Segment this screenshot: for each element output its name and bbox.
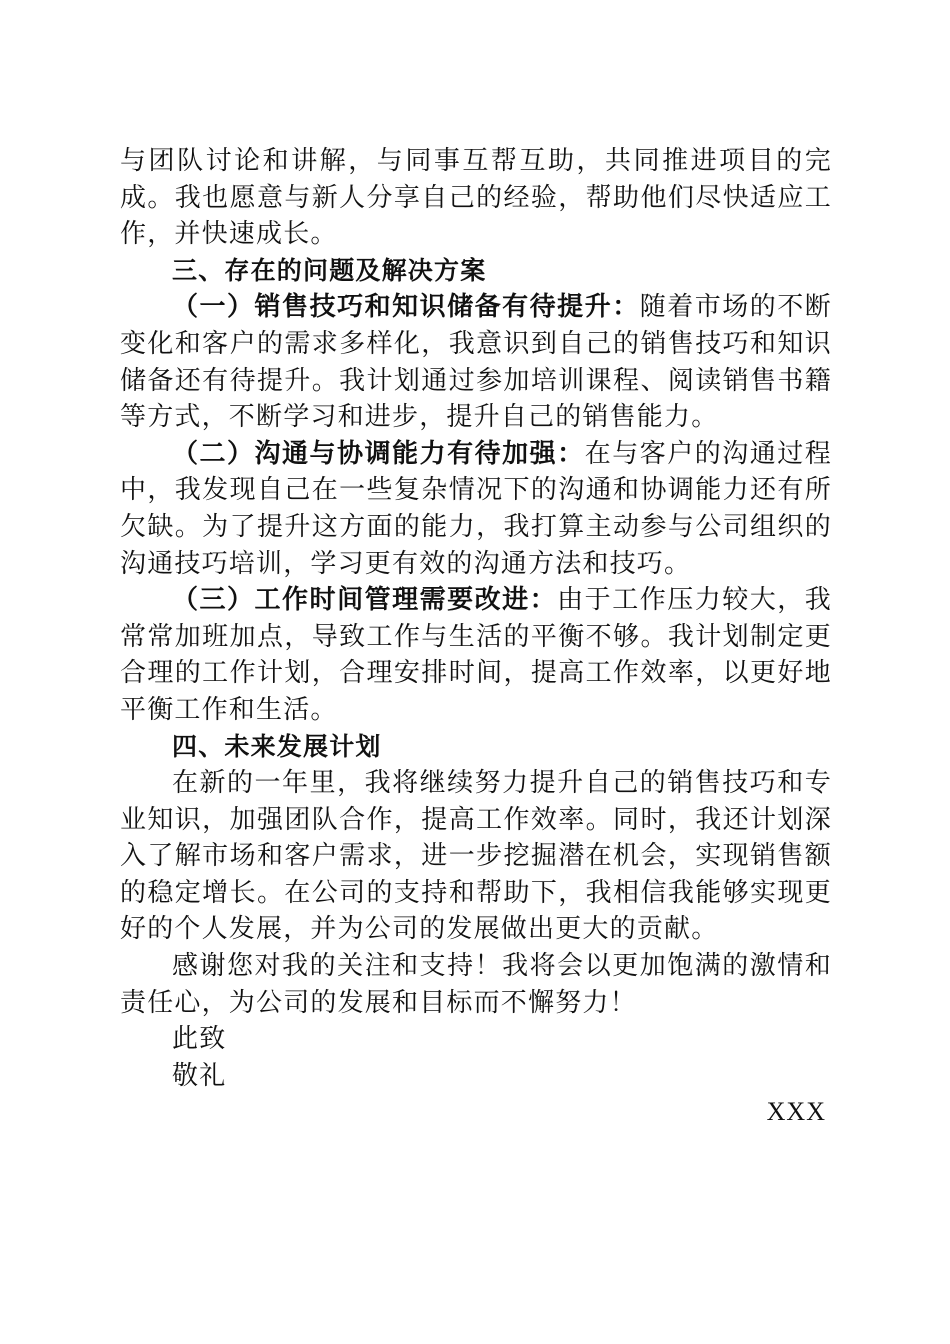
section3-item-3-lead: （三）工作时间管理需要改进： [172,585,558,616]
section3-item-2-lead: （二）沟通与协调能力有待加强： [172,438,585,469]
section3-item-3 [120,582,832,728]
closing-salutation-1: 此致 [172,1024,227,1055]
section3-item-3-body: 由于工作压力较大，我常常加班加点，导致工作与生活的平衡不够。我计划制定更合理的工作计划，合理安排时间，提高工作效率，以更好地平衡工作和生活。 [120,585,832,725]
document-body [120,143,832,1131]
section3-item-2 [120,436,832,582]
closing-salutation-2: 敬礼 [172,1060,227,1091]
section4-heading: 四、未来发展计划 [172,731,382,761]
signature: XXX [766,1097,826,1127]
section4-paragraph: 在新的一年里，我将继续努力提升自己的销售技巧和专业知识，加强团队合作，提高工作效率。同时，我还计划深入了解市场和客户需求，进一步挖掘潜在机会，实现销售额的稳定增长。在公司的支持和帮助下，我相信我能够实现更好的个人发展，并为公司的发展做出更大的贡献。 [120,768,832,945]
section3-heading: 三、存在的问题及解决方案 [172,255,487,285]
section3-item-1 [120,289,832,435]
section3-item-1-body: 随着市场的不断变化和客户的需求多样化，我意识到自己的销售技巧和知识储备还有待提升。我计划通过参加培训课程、阅读销售书籍等方式，不断学习和进步，提升自己的销售能力。 [120,292,832,433]
thanks-paragraph: 感谢您对我的关注和支持！我将会以更加饱满的激情和责任心，为公司的发展和目标而不懈努力！ [120,951,832,1018]
intro-continuation-paragraph: 与团队讨论和讲解，与同事互帮互助，共同推进项目的完成。我也愿意与新人分享自己的经验，帮助他们尽快适应工作，并快速成长。 [120,146,832,250]
section3-item-2-body: 在与客户的沟通过程中，我发现自己在一些复杂情况下的沟通和协调能力还有所欠缺。为了提升这方面的能力，我打算主动参与公司组织的沟通技巧培训，学习更有效的沟通方法和技巧。 [120,438,832,579]
section3-item-1-lead: （一）销售技巧和知识储备有待提升： [172,292,640,323]
